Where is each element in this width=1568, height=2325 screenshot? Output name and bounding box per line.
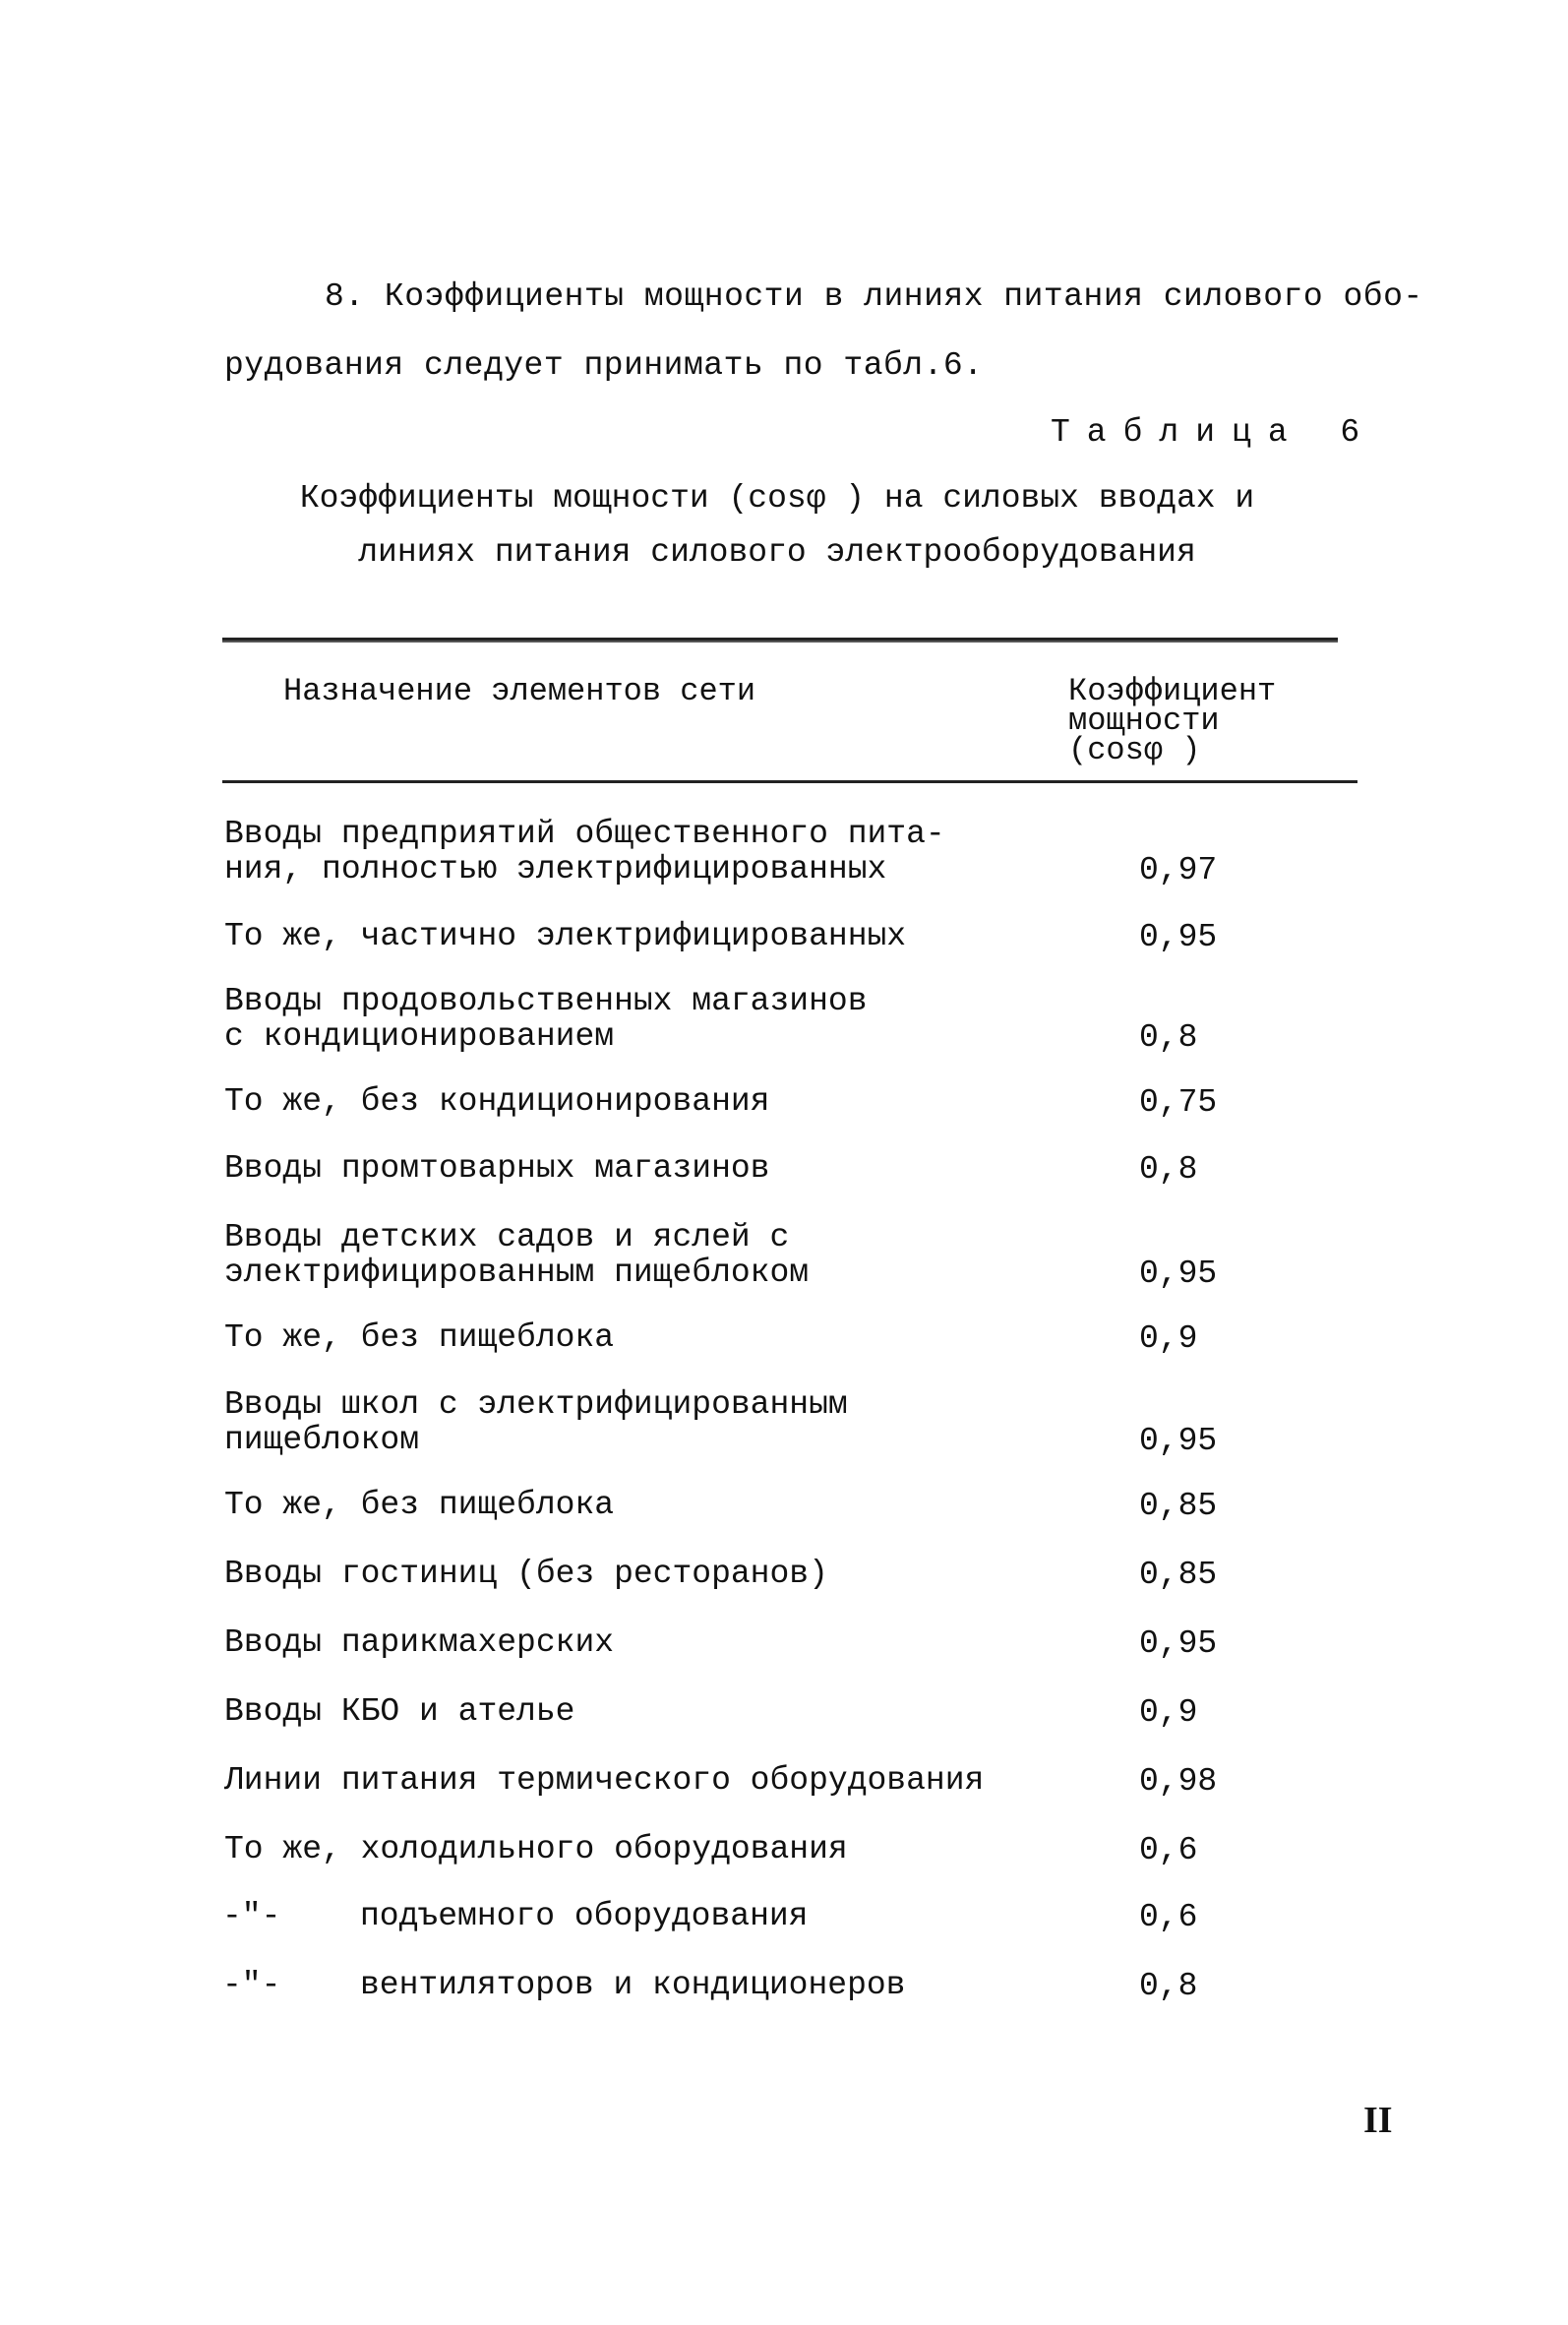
row-value: 0,8	[1139, 1019, 1198, 1056]
row-label: Вводы гостиниц (без ресторанов)	[224, 1556, 828, 1592]
row-label: вентиляторов и кондиционеров	[360, 1967, 906, 2003]
row-value: 0,95	[1139, 1255, 1218, 1292]
row-label: Вводы промтоварных магазинов	[224, 1150, 770, 1187]
row-value: 0,85	[1139, 1557, 1218, 1593]
row-label: Линии питания термического оборудования	[224, 1762, 985, 1799]
row-value: 0,9	[1139, 1694, 1198, 1731]
row-label: То же, без кондиционирования	[224, 1083, 770, 1120]
table-title-line-2: линиях питания силового электрооборудования	[358, 534, 1196, 571]
table-title-line-1: Коэффициенты мощности (cosφ ) на силовых вводах и	[299, 480, 1255, 517]
row-label: подъемного оборудования	[360, 1898, 809, 1934]
row-value: 0,95	[1139, 1423, 1218, 1459]
ditto-mark: -"-	[222, 1898, 281, 1934]
table-label: Таблица 6	[1051, 414, 1377, 451]
row-value: 0,9	[1139, 1320, 1198, 1357]
header-col-coef-line-3: (cosφ )	[1068, 732, 1201, 768]
header-col-coef-line-1: Коэффициент	[1068, 673, 1277, 709]
row-label: То же, без пищеблока	[224, 1319, 615, 1356]
row-value: 0,6	[1139, 1899, 1198, 1935]
row-value: 0,98	[1139, 1763, 1218, 1800]
row-value: 0,8	[1139, 1151, 1198, 1188]
page-number: II	[1363, 2100, 1393, 2141]
row-value: 0,95	[1139, 1625, 1218, 1662]
row-label: Вводы детских садов и яслей с	[224, 1219, 790, 1255]
row-label: То же, частично электрифицированных	[224, 918, 907, 954]
row-label-continued: с кондиционированием	[224, 1018, 615, 1055]
header-col-coef-line-2: мощности	[1068, 703, 1220, 739]
row-label: Вводы продовольственных магазинов	[224, 983, 868, 1019]
row-value: 0,75	[1139, 1084, 1218, 1121]
intro-line-1: 8. Коэффициенты мощности в линиях питания силового обо-	[325, 278, 1423, 315]
row-label-continued: ния, полностью электрифицированных	[224, 851, 887, 887]
row-label: Вводы предприятий общественного пита-	[224, 816, 945, 852]
row-label: Вводы КБО и ателье	[224, 1693, 575, 1730]
row-label: Вводы парикмахерских	[224, 1624, 615, 1661]
header-bottom-rule	[222, 780, 1357, 783]
row-label: То же, без пищеблока	[224, 1487, 615, 1523]
row-value: 0,95	[1139, 919, 1218, 955]
row-label-continued: электрифицированным пищеблоком	[224, 1254, 810, 1291]
row-label: То же, холодильного оборудования	[224, 1831, 848, 1867]
row-value: 0,85	[1139, 1488, 1218, 1524]
row-value: 0,8	[1139, 1968, 1198, 2004]
row-value: 0,6	[1139, 1832, 1198, 1868]
ditto-mark: -"-	[222, 1967, 281, 2003]
table-top-rule	[222, 638, 1338, 641]
row-label-continued: пищеблоком	[224, 1422, 420, 1458]
row-label: Вводы школ с электрифицированным	[224, 1386, 848, 1423]
header-col-purpose: Назначение элементов сети	[283, 673, 756, 709]
row-value: 0,97	[1139, 852, 1218, 888]
intro-line-2: рудования следует принимать по табл.6.	[224, 347, 984, 384]
